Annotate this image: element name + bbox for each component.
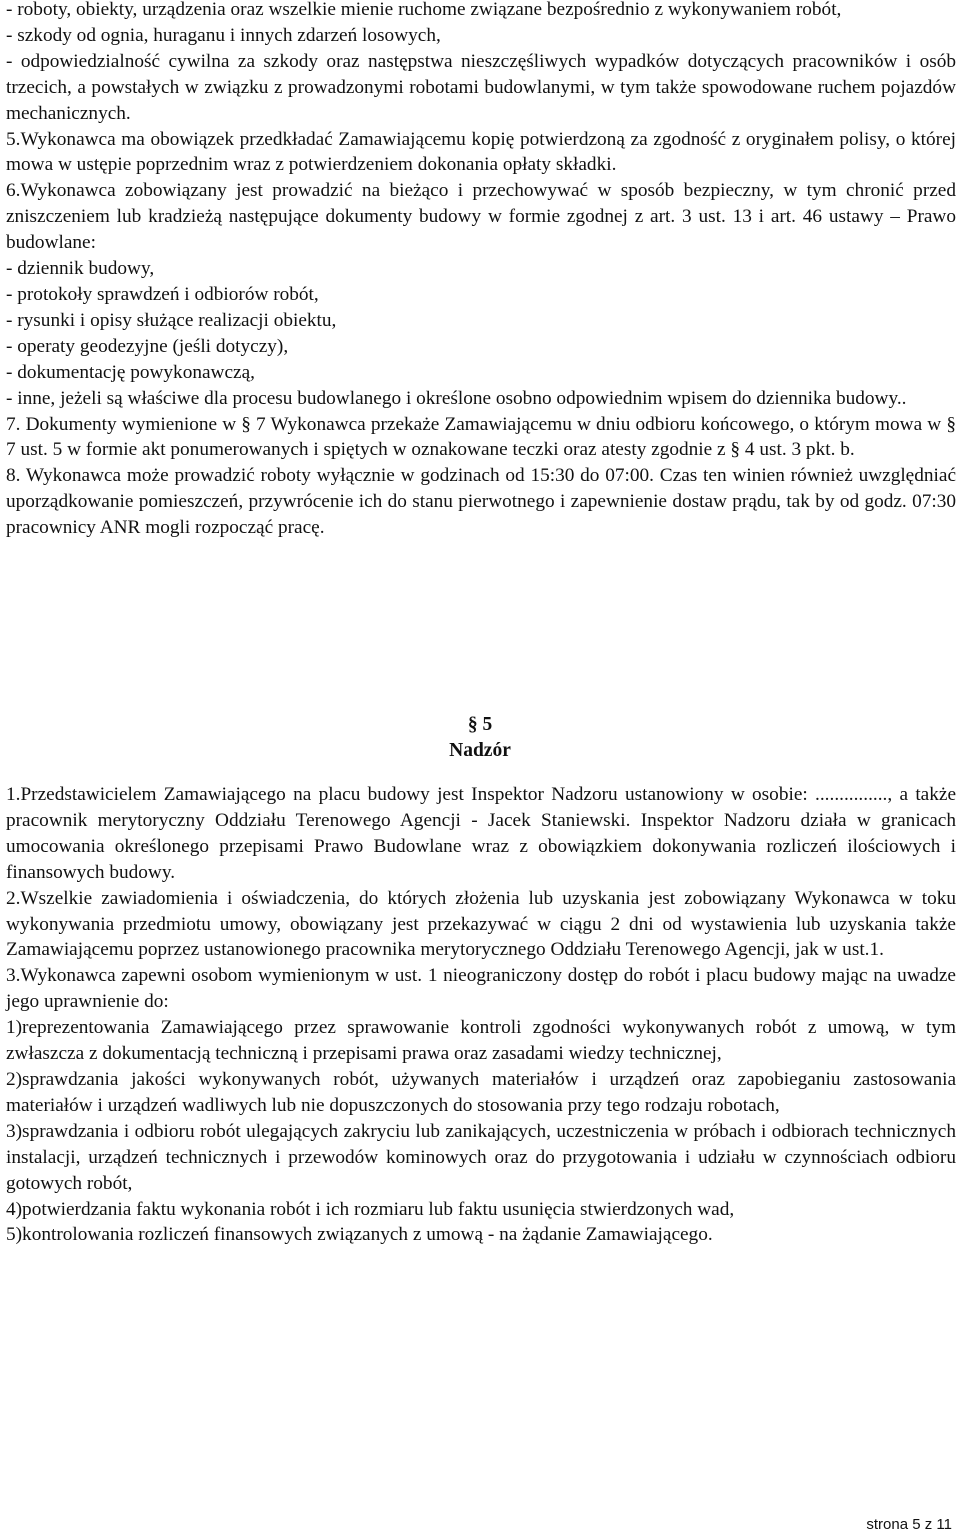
list-item-other-docs: - inne, jeżeli są właściwe dla procesu budowlanego i określone osobno odpowiednim wpisem do dziennika budowy.. xyxy=(6,387,907,409)
list-item-confirmation: 4)potwierdzania faktu wykonania robót i ich rozmiaru lub faktu usunięcia stwierdzonych wad, xyxy=(6,1198,735,1220)
list-item-inspection-protocols: - protokoły sprawdzeń i odbiorów robót, xyxy=(6,283,319,305)
paragraph-insurance-item-liability: - odpowiedzialność cywilna za szkody oraz następstwa nieszczęśliwych wypadków dotyczących pracowników i osób trzecich, a powstałych w związku z prowadzonymi robotami budowlanymi, w tym także spowodowane ruchem pojazdów mechanicznych. xyxy=(6,50,956,124)
paragraph-insurance-item-fire: - szkody od ognia, huraganu i innych zdarzeń losowych, xyxy=(6,24,441,46)
paragraph-clause-7: 7. Dokumenty wymienione w § 7 Wykonawca przekaże Zamawiającemu w dniu odbioru końcowego, o którym mowa w § 7 ust. 5 w formie akt ponumerowanych i spiętych w oznakowane teczki oraz atesty zgodnie z § 4 ust. 3 pkt. b. xyxy=(6,413,956,461)
paragraph-supervision-2: 2.Wszelkie zawiadomienia i oświadczenia, do których złożenia lub uzyskania jest zobowiązany Wykonawca w toku wykonywania przedmiotu umowy, obowiązany jest przekazywać w ciągu 2 dni od wystawienia lub uzyskania także Zamawiającemu poprzez ustanowionego pracownika merytorycznego Oddziału Terenowego Agencji, jak w ust.1. xyxy=(6,887,956,961)
paragraph-clause-6: 6.Wykonawca zobowiązany jest prowadzić na bieżąco i przechowywać w sposób bezpieczny, w tym chronić przed zniszczeniem lub kradzieżą następujące dokumenty budowy w formie zgodnej z art. 3 ust. 13 i art. 46 ustawy – Prawo budowlane: xyxy=(6,180,956,254)
list-item-financial-control: 5)kontrolowania rozliczeń finansowych związanych z umową - na żądanie Zamawiającego. xyxy=(6,1224,713,1246)
body-text-bottom xyxy=(6,782,956,1248)
list-item-geodetic-surveys: - operaty geodezyjne (jeśli dotyczy), xyxy=(6,335,289,357)
section-title: Nadzór xyxy=(449,740,511,761)
body-text-top xyxy=(6,0,956,541)
list-item-drawings: - rysunki i opisy służące realizacji obiektu, xyxy=(6,309,337,331)
paragraph-clause-8: 8. Wykonawca może prowadzić roboty wyłącznie w godzinach od 15:30 do 07:00. Czas ten winien również uwzględniać uporządkowanie pomieszczeń, przywrócenie ich do stanu pierwotnego i zapewnienie dostaw prądu, tak by od godz. 07:30 pracownicy ANR mogli rozpocząć pracę. xyxy=(6,465,956,539)
list-item-quality-check: 2)sprawdzania jakości wykonywanych robót, używanych materiałów i urządzeń oraz zapobieganiu zastosowania materiałów i urządzeń wadliwych lub nie dopuszczonych do stosowania przy tego rodzaju robotach, xyxy=(6,1068,956,1116)
page-number-footer: strona 5 z 11 xyxy=(866,1516,952,1533)
paragraph-clause-5: 5.Wykonawca ma obowiązek przedkładać Zamawiającemu kopię potwierdzoną za zgodność z oryginałem polisy, o której mowa w ustępie poprzednim wraz z potwierdzeniem dokonania opłaty składki. xyxy=(6,128,956,176)
section-number: § 5 xyxy=(467,714,493,735)
paragraph-supervision-3: 3.Wykonawca zapewni osobom wymienionym w ust. 1 nieograniczony dostęp do robót i placu budowy mając na uwadze jego uprawnienie do: xyxy=(6,965,956,1013)
list-item-site-diary: - dziennik budowy, xyxy=(6,258,155,280)
list-item-as-built-docs: - dokumentację powykonawczą, xyxy=(6,361,255,383)
paragraph-supervision-1: 1.Przedstawicielem Zamawiającego na placu budowy jest Inspektor Nadzoru ustanowiony w osobie: ..............., a także pracownik merytoryczny Oddziału Terenowego Agencji - Jacek Staniewski. Inspektor Nadzoru działa w granicach umocowania określonego przepisami Prawo Budowlane wraz z obowiązkiem dokonywania rozliczeń ilościowych i finansowych budowy. xyxy=(6,784,956,883)
list-item-acceptance: 3)sprawdzania i odbioru robót ulegających zakryciu lub zanikających, uczestniczenia w próbach i odbiorach technicznych instalacji, urządzeń technicznych i przewodów kominowych oraz do przygotowania i udziału w czynnościach odbioru gotowych robót, xyxy=(6,1120,956,1194)
paragraph-insurance-item-property: - roboty, obiekty, urządzenia oraz wszelkie mienie ruchome związane bezpośrednio z wykonywaniem robót, xyxy=(6,0,842,20)
list-item-representation: 1)reprezentowania Zamawiającego przez sprawowanie kontroli zgodności wykonywanych robót z umową, w tym zwłaszcza z dokumentacją techniczną i przepisami prawa oraz zasadami wiedzy technicznej, xyxy=(6,1017,956,1065)
